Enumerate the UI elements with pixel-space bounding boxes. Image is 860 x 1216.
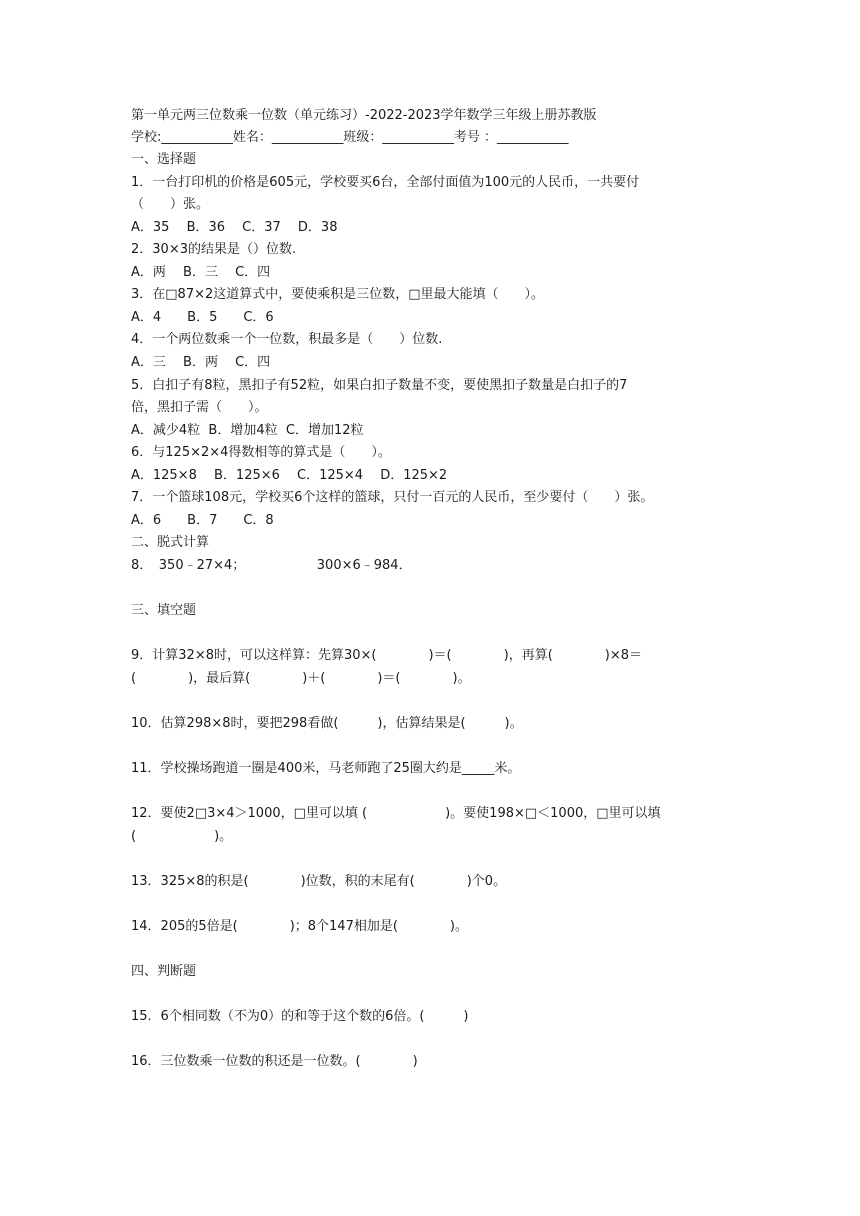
question-7: 7．一个篮球108元，学校买6个这样的篮球，只付一百元的人民币，至少要付（ ）张。 [131,490,654,505]
section-fill-heading: 三、填空题 [131,603,197,618]
question-11: 11．学校操场跑道一圈是400米，马老师跑了25圈大约是_____米。 [131,761,521,776]
question-16: 16．三位数乘一位数的积还是一位数。( ) [131,1054,418,1069]
section-calc-heading: 二、脱式计算 [131,535,210,550]
question-6: 6．与125×2×4得数相等的算式是（ ）。 [131,445,391,460]
question-5-options: A．减少4粒 B．增加4粒 C．增加12粒 [131,423,364,438]
question-13: 13．325×8的积是( )位数，积的末尾有( )个0。 [131,874,507,889]
question-9-line-1: 9．计算32×8时，可以这样算：先算30×( )＝( )，再算( )×8＝ [131,648,643,663]
question-9-line-2: ( )，最后算( )＋( )＝( )。 [131,671,471,686]
question-3: 3．在□87×2这道算式中，要使乘积是三位数，□里最大能填（ ）。 [131,287,545,302]
section-choice-heading: 一、选择题 [131,152,197,167]
section-judge-heading: 四、判断题 [131,964,197,979]
question-12-line-1: 12．要使2□3×4＞1000，□里可以填 ( )。要使198×□＜1000，□里可以填 [131,806,661,821]
student-info-line: 学校:___________姓名：___________班级：___________考号 ：___________ [131,130,569,145]
question-8: 8． 350﹣27×4； 300×6﹣984． [131,558,412,573]
question-4-options: A．三 B．两 C．四 [131,355,271,370]
question-2: 2．30×3的结果是（）位数. [131,242,297,257]
question-10: 10．估算298×8时，要把298看做( )，估算结果是( )。 [131,716,523,731]
question-2-options: A．两 B．三 C．四 [131,265,271,280]
document-title: 第一单元两三位数乘一位数（单元练习）-2022-2023学年数学三年级上册苏教版 [131,108,597,123]
question-12-line-2: ( )。 [131,829,233,844]
question-1-options: A．35 B．36 C．37 D．38 [131,220,338,235]
question-6-options: A．125×8 B．125×6 C．125×4 D．125×2 [131,468,448,483]
question-5-line-1: 5．白扣子有8粒，黑扣子有52粒，如果白扣子数量不变，要使黑扣子数量是白扣子的7 [131,378,628,393]
question-4: 4．一个两位数乘一个一位数，积最多是（ ）位数. [131,332,443,347]
question-7-options: A．6 B．7 C．8 [131,513,274,528]
question-3-options: A．4 B．5 C．6 [131,310,274,325]
question-14: 14．205的5倍是( )；8个147相加是( )。 [131,919,468,934]
question-5-line-2: 倍，黑扣子需（ ）。 [131,400,268,415]
question-1-line-2: （ ）张。 [131,197,210,212]
question-1-line-1: 1．一台打印机的价格是605元，学校要买6台，全部付面值为100元的人民币，一共要付 [131,175,640,190]
question-15: 15．6个相同数（不为0）的和等于这个数的6倍。( ) [131,1009,469,1024]
